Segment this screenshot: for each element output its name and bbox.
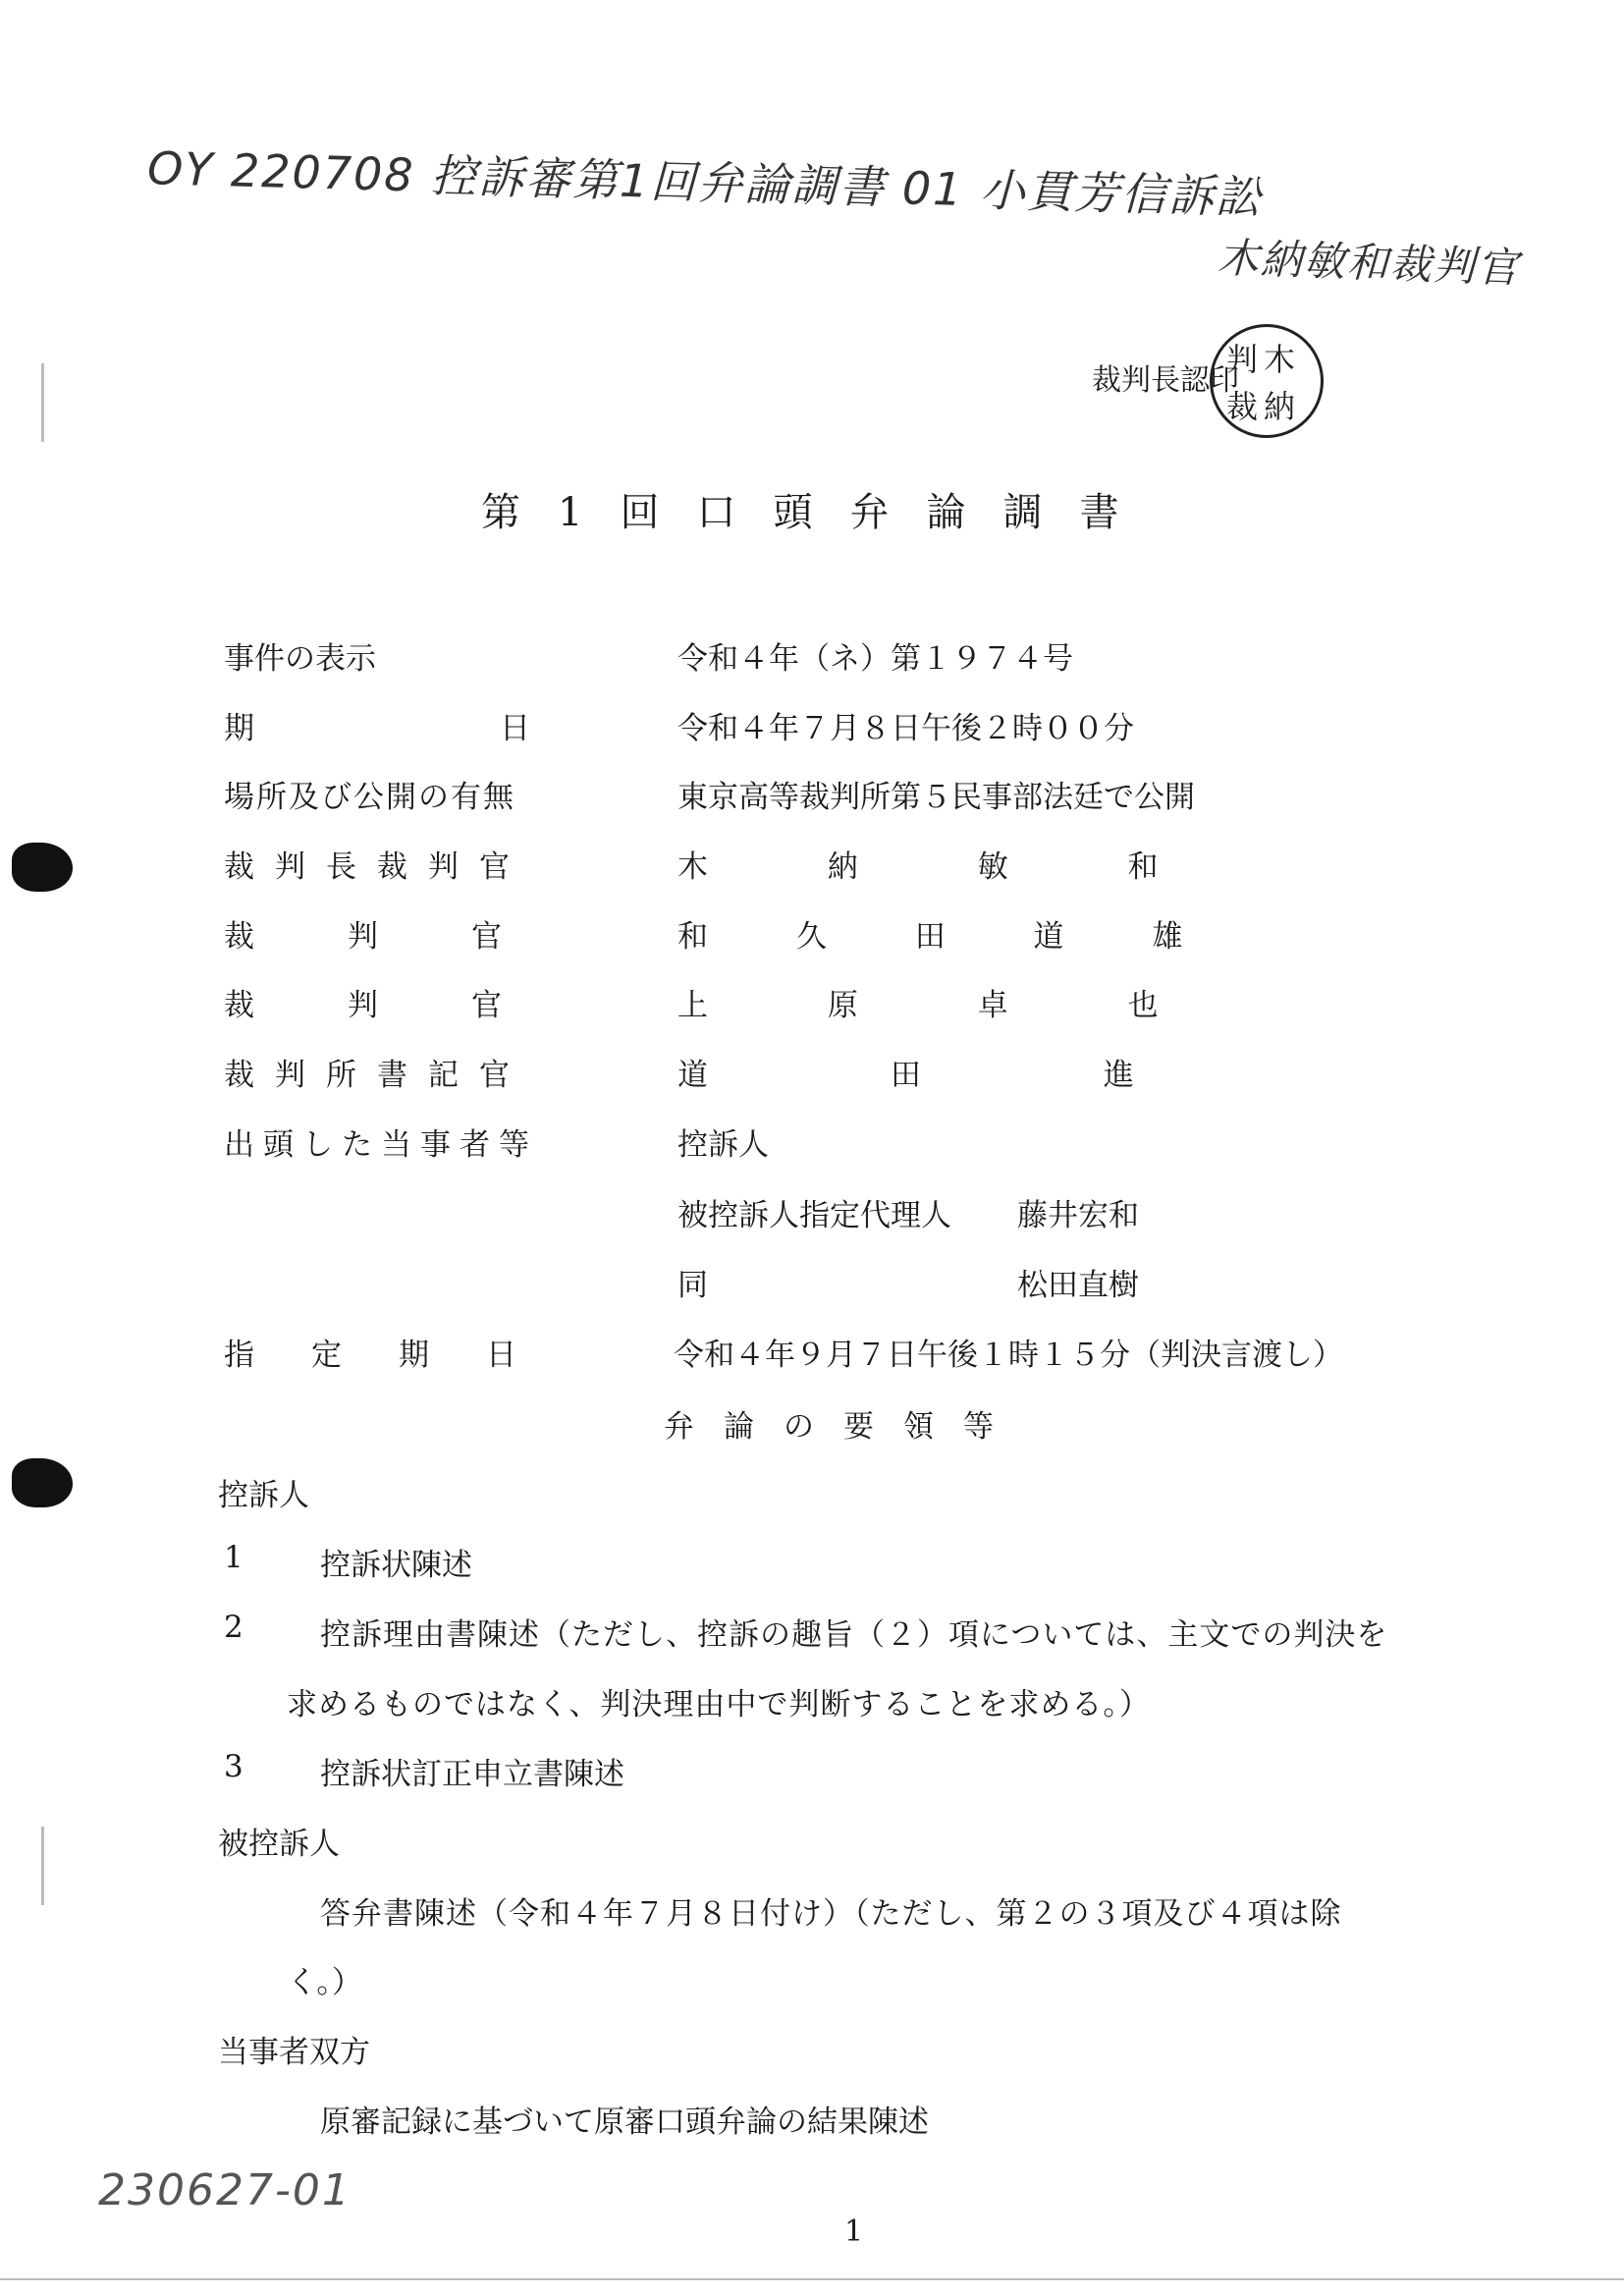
scan-edge-mark — [41, 363, 44, 442]
item-number: 1 — [224, 1540, 244, 1575]
handwritten-judge: 木納敏和裁判官 — [1217, 233, 1521, 293]
field-value: 上 原 卓 也 — [677, 988, 1214, 1023]
body-heading: 控訴人 — [218, 1478, 309, 1513]
document-title: 第1回口頭弁論調書 — [481, 490, 1157, 535]
item-text: 控訴状訂正申立書陳述 — [320, 1757, 624, 1792]
item-text-continued: 求めるものではなく、判決理由中で判断することを求める。） — [287, 1687, 1151, 1722]
field-label: 裁判長裁判官 — [224, 849, 530, 885]
item-text: 控訴状陳述 — [320, 1548, 472, 1583]
punch-hole-mark — [12, 843, 73, 892]
field-label: 指定期日 — [224, 1338, 573, 1373]
field-value: 令和４年（ネ）第１９７４号 — [677, 641, 1073, 677]
body-text: 原審記録に基づいて原審口頭弁論の結果陳述 — [320, 2105, 929, 2140]
field-label: 裁判官 — [224, 919, 595, 955]
field-label: 裁判所書記官 — [224, 1058, 530, 1093]
seal-char: 木 — [1264, 341, 1296, 378]
field-value: 令和４年７月８日午後２時００分 — [677, 711, 1134, 746]
stamp-label: 裁判長認印 — [1092, 363, 1239, 398]
field-value: 東京高等裁判所第５民事部法廷で公開 — [677, 780, 1195, 815]
attendee-role: 同 — [677, 1268, 708, 1303]
scan-edge-mark — [0, 2278, 1624, 2280]
field-value: 木 納 敏 和 — [677, 849, 1214, 885]
seal-char: 納 — [1264, 388, 1296, 425]
attendee-role: 被控訴人指定代理人 — [677, 1198, 951, 1233]
body-text-continued: く。） — [287, 1965, 362, 2000]
field-label: 期日 — [224, 711, 776, 746]
field-label: 事件の表示 — [224, 641, 376, 677]
handwritten-document-number: 230627-01 — [98, 2165, 352, 2215]
section-heading: 弁論の要領等 — [664, 1409, 1023, 1445]
field-label: 裁判官 — [224, 988, 595, 1023]
field-value: 和 久 田 道 雄 — [677, 919, 1222, 955]
body-text: 答弁書陳述（令和４年７月８日付け）（ただし、第２の３項及び４項は除 — [320, 1896, 1342, 1932]
field-value: 令和４年９月７日午後１時１５分（判決言渡し） — [674, 1338, 1343, 1373]
seal-char: 判 — [1226, 341, 1259, 378]
field-label: 場所及び公開の有無 — [224, 780, 515, 815]
attendee-name: 藤井宏和 — [1017, 1198, 1139, 1233]
page-number: 1 — [844, 2214, 864, 2249]
item-number: 3 — [224, 1749, 244, 1784]
item-text: 控訴理由書陳述（ただし、控訴の趣旨（２）項については、主文での判決を — [320, 1617, 1388, 1653]
body-heading: 当事者双方 — [218, 2035, 370, 2070]
body-heading: 被控訴人 — [218, 1827, 340, 1862]
field-label: 出頭した当事者等 — [224, 1127, 538, 1163]
item-number: 2 — [224, 1610, 244, 1645]
judge-seal — [1210, 324, 1324, 438]
scan-edge-mark — [41, 1827, 44, 1905]
field-value: 道 田 進 — [677, 1058, 1220, 1093]
attendee-name: 松田直樹 — [1017, 1268, 1139, 1303]
seal-char: 裁 — [1226, 388, 1259, 425]
handwritten-header: OY 220708 控訴審第1回弁論調書 01 小貫芳信訴訟 — [146, 141, 1264, 224]
field-value: 控訴人 — [677, 1127, 769, 1163]
punch-hole-mark — [12, 1458, 73, 1507]
